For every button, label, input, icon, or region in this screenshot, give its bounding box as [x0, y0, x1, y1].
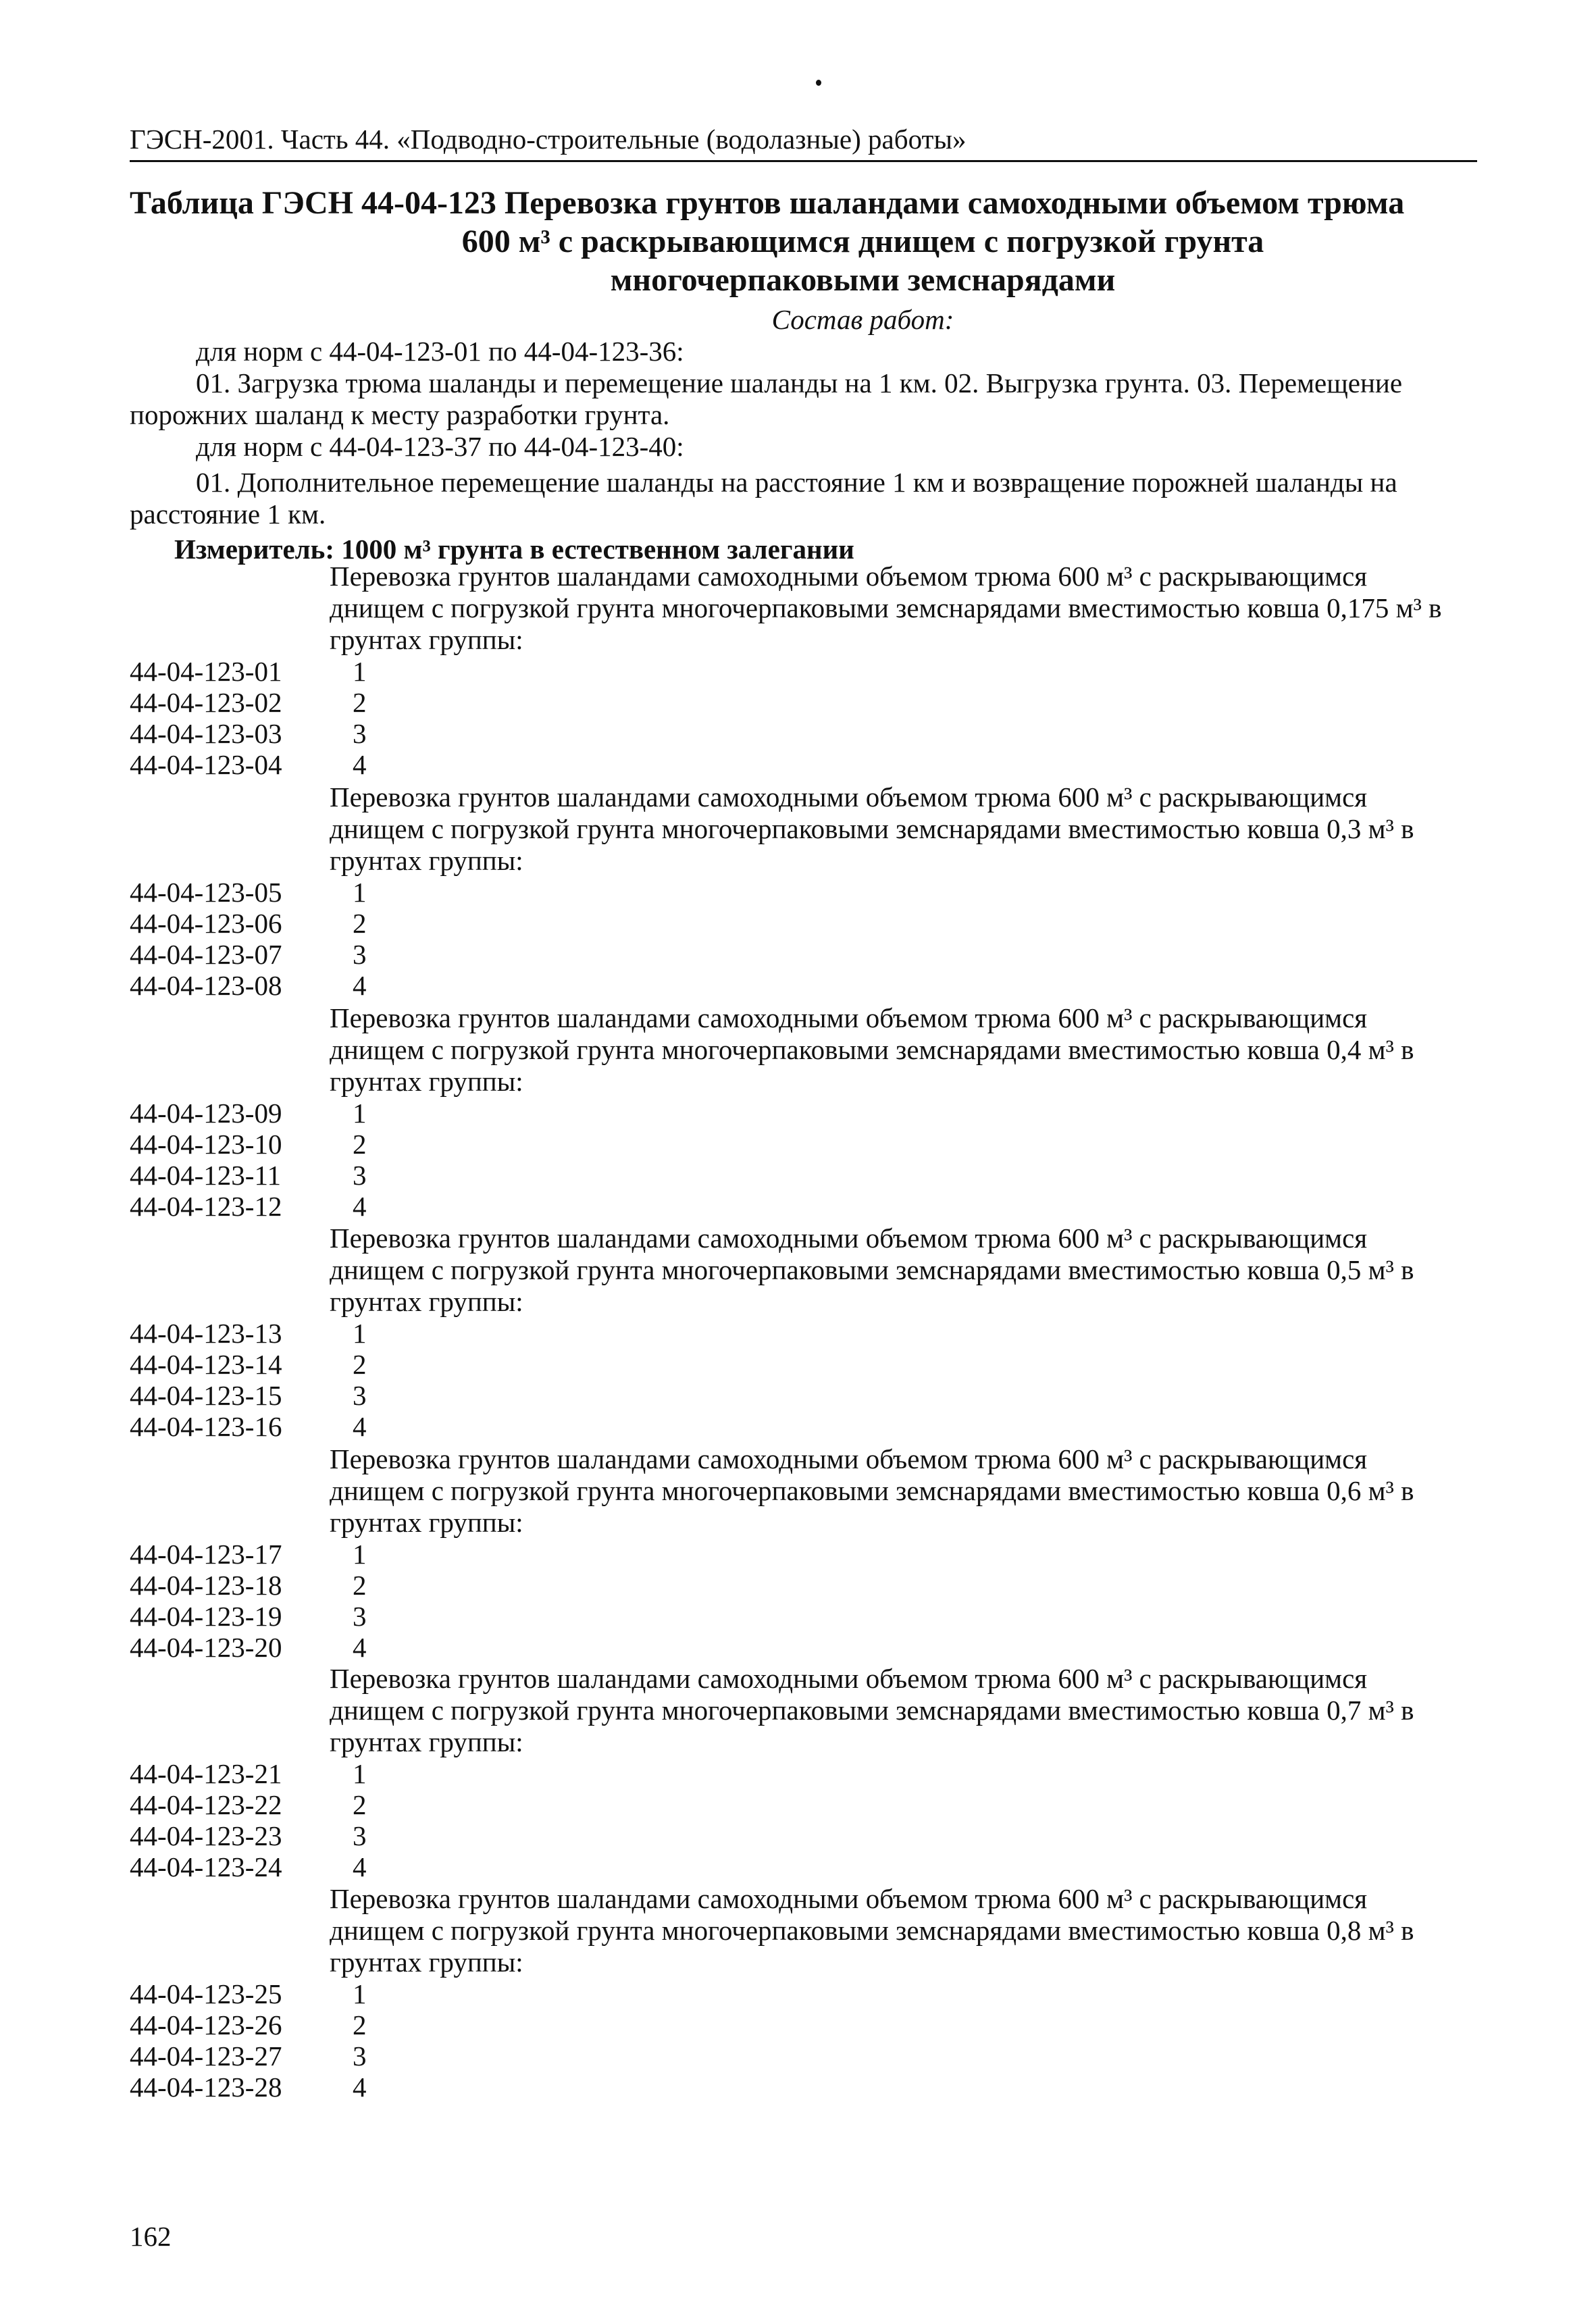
work-composition-label: Состав работ: — [771, 304, 954, 335]
norm-row — [0, 1411, 1596, 1442]
norm-code: 44-04-123-01 — [130, 656, 282, 687]
soil-group-number: 2 — [353, 687, 367, 718]
norm-code: 44-04-123-17 — [130, 1539, 282, 1570]
soil-group-number: 3 — [353, 718, 367, 749]
soil-group-number: 4 — [353, 1411, 367, 1442]
soil-group-number: 3 — [353, 939, 367, 970]
norm-row — [0, 749, 1596, 780]
soil-group-number: 3 — [353, 2040, 367, 2072]
norm-group-description — [330, 1223, 1478, 1318]
soil-group-number: 3 — [353, 1380, 367, 1411]
norm-group-description — [330, 561, 1478, 656]
soil-group-number: 2 — [353, 2009, 367, 2040]
norm-row — [0, 687, 1596, 718]
norm-row — [0, 1978, 1596, 2009]
norm-code: 44-04-123-15 — [130, 1380, 282, 1411]
norm-code: 44-04-123-10 — [130, 1129, 282, 1160]
norm-group-description — [330, 1883, 1478, 1978]
norm-code: 44-04-123-24 — [130, 1851, 282, 1882]
norm-group-description-line: днищем с погрузкой грунта многочерпаковыми земснарядами вместимостью ковша 0,175 м³ в — [330, 592, 1442, 623]
norm-group-description-line: днищем с погрузкой грунта многочерпаковыми земснарядами вместимостью ковша 0,4 м³ в — [330, 1034, 1414, 1065]
norm-code: 44-04-123-12 — [130, 1191, 282, 1222]
norm-code: 44-04-123-19 — [130, 1601, 282, 1632]
norm-group-description — [330, 1002, 1478, 1098]
soil-group-number: 4 — [353, 1851, 367, 1882]
norm-code: 44-04-123-02 — [130, 687, 282, 718]
norm-group-description-line: Перевозка грунтов шаландами самоходными объемом трюма 600 м³ с раскрывающимся — [330, 1002, 1368, 1033]
soil-group-number: 1 — [353, 1758, 367, 1789]
soil-group-number: 2 — [353, 908, 367, 939]
norm-row — [0, 1758, 1596, 1789]
norm-group-description-line: днищем с погрузкой грунта многочерпаковыми земснарядами вместимостью ковша 0,8 м³ в — [330, 1915, 1414, 1946]
norm-group-description-line: грунтах группы: — [330, 1507, 523, 1538]
table-title-line-2: 600 м³ с раскрывающимся днищем с погрузкой грунта — [461, 224, 1264, 259]
soil-group-number: 1 — [353, 1978, 367, 2009]
work-items-2-line-2: расстояние 1 км. — [130, 498, 326, 530]
soil-group-number: 1 — [353, 1098, 367, 1129]
norm-row — [0, 1380, 1596, 1411]
norm-group-description-line: грунтах группы: — [330, 1286, 523, 1317]
norm-row — [0, 877, 1596, 908]
norm-code: 44-04-123-14 — [130, 1349, 282, 1380]
norm-group-description-line: Перевозка грунтов шаландами самоходными объемом трюма 600 м³ с раскрывающимся — [330, 561, 1368, 592]
norm-code: 44-04-123-06 — [130, 908, 282, 939]
norm-row — [0, 2040, 1596, 2072]
soil-group-number: 1 — [353, 877, 367, 908]
norm-code: 44-04-123-23 — [130, 1820, 282, 1851]
soil-group-number: 3 — [353, 1820, 367, 1851]
norm-code: 44-04-123-08 — [130, 970, 282, 1001]
norm-code: 44-04-123-03 — [130, 718, 282, 749]
norm-row — [0, 1098, 1596, 1129]
soil-group-number: 2 — [353, 1129, 367, 1160]
norm-code: 44-04-123-27 — [130, 2040, 282, 2072]
norm-code: 44-04-123-05 — [130, 877, 282, 908]
norm-group-description-line: днищем с погрузкой грунта многочерпаковыми земснарядами вместимостью ковша 0,7 м³ в — [330, 1695, 1414, 1726]
norm-code: 44-04-123-22 — [130, 1789, 282, 1820]
norm-row — [0, 1789, 1596, 1820]
norm-group-description-line: днищем с погрузкой грунта многочерпаковыми земснарядами вместимостью ковша 0,3 м³ в — [330, 813, 1414, 844]
norm-group-description-line: грунтах группы: — [330, 624, 523, 655]
soil-group-number: 2 — [353, 1570, 367, 1601]
page-number: 162 — [130, 2221, 172, 2252]
scan-speck — [816, 80, 821, 86]
norm-group-description — [330, 1663, 1478, 1758]
soil-group-number: 1 — [353, 1318, 367, 1349]
norm-group-description-line: грунтах группы: — [330, 1066, 523, 1097]
norm-range-2: для норм с 44-04-123-37 по 44-04-123-40: — [196, 431, 684, 462]
norm-row — [0, 2072, 1596, 2103]
work-items-1-line-1: 01. Загрузка трюма шаланды и перемещение шаланды на 1 км. 02. Выгрузка грунта. 03. Перемещение — [196, 367, 1403, 398]
norm-row — [0, 1160, 1596, 1191]
soil-group-number: 2 — [353, 1349, 367, 1380]
soil-group-number: 1 — [353, 1539, 367, 1570]
norm-range-1: для норм с 44-04-123-01 по 44-04-123-36: — [196, 336, 684, 367]
norm-row — [0, 1601, 1596, 1632]
norm-row — [0, 908, 1596, 939]
norm-row — [0, 1539, 1596, 1570]
norm-group-description-line: днищем с погрузкой грунта многочерпаковыми земснарядами вместимостью ковша 0,5 м³ в — [330, 1254, 1414, 1285]
norm-row — [0, 939, 1596, 970]
soil-group-number: 4 — [353, 1632, 367, 1663]
norm-code: 44-04-123-18 — [130, 1570, 282, 1601]
norm-group-description — [330, 1443, 1478, 1539]
table-title-line-3: многочерпаковыми земснарядами — [610, 262, 1116, 298]
norm-row — [0, 1318, 1596, 1349]
soil-group-number: 2 — [353, 1789, 367, 1820]
norm-row — [0, 1129, 1596, 1160]
soil-group-number: 3 — [353, 1601, 367, 1632]
norm-row — [0, 1191, 1596, 1222]
norm-row — [0, 1820, 1596, 1851]
norm-row — [0, 1570, 1596, 1601]
norm-group-description-line: Перевозка грунтов шаландами самоходными объемом трюма 600 м³ с раскрывающимся — [330, 1883, 1368, 1914]
table-title-line-1: Таблица ГЭСН 44-04-123 Перевозка грунтов шаландами самоходными объемом трюма — [130, 185, 1405, 221]
measurement-unit: Измеритель: 1000 м³ грунта в естественном залегании — [174, 534, 854, 565]
norm-code: 44-04-123-20 — [130, 1632, 282, 1663]
norm-code: 44-04-123-07 — [130, 939, 282, 970]
norm-code: 44-04-123-09 — [130, 1098, 282, 1129]
norm-group-description-line: Перевозка грунтов шаландами самоходными объемом трюма 600 м³ с раскрывающимся — [330, 1663, 1368, 1694]
soil-group-number: 3 — [353, 1160, 367, 1191]
norm-code: 44-04-123-13 — [130, 1318, 282, 1349]
norm-code: 44-04-123-16 — [130, 1411, 282, 1442]
norm-code: 44-04-123-28 — [130, 2072, 282, 2103]
norm-group-description-line: Перевозка грунтов шаландами самоходными объемом трюма 600 м³ с раскрывающимся — [330, 1223, 1368, 1254]
soil-group-number: 4 — [353, 1191, 367, 1222]
running-header: ГЭСН-2001. Часть 44. «Подводно-строительные (водолазные) работы» — [130, 124, 1477, 162]
norm-group-description-line: днищем с погрузкой грунта многочерпаковыми земснарядами вместимостью ковша 0,6 м³ в — [330, 1475, 1414, 1506]
norm-code: 44-04-123-21 — [130, 1758, 282, 1789]
norm-row — [0, 1349, 1596, 1380]
norm-group-description-line: Перевозка грунтов шаландами самоходными объемом трюма 600 м³ с раскрывающимся — [330, 781, 1368, 813]
norm-row — [0, 970, 1596, 1001]
soil-group-number: 4 — [353, 749, 367, 780]
norm-code: 44-04-123-11 — [130, 1160, 281, 1191]
norm-code: 44-04-123-25 — [130, 1978, 282, 2009]
norm-row — [0, 1851, 1596, 1882]
norm-code: 44-04-123-26 — [130, 2009, 282, 2040]
soil-group-number: 4 — [353, 970, 367, 1001]
norm-group-description-line: Перевозка грунтов шаландами самоходными объемом трюма 600 м³ с раскрывающимся — [330, 1443, 1368, 1474]
norm-group-description-line: грунтах группы: — [330, 1726, 523, 1757]
norm-row — [0, 656, 1596, 687]
work-items-2-line-1: 01. Дополнительное перемещение шаланды на расстояние 1 км и возвращение порожней шаланды на — [196, 467, 1397, 498]
norm-row — [0, 2009, 1596, 2040]
norm-group-description — [330, 781, 1478, 877]
norm-group-description-line: грунтах группы: — [330, 845, 523, 876]
work-items-1-line-2: порожних шаланд к месту разработки грунта. — [130, 399, 670, 430]
norm-group-description-line: грунтах группы: — [330, 1947, 523, 1978]
soil-group-number: 4 — [353, 2072, 367, 2103]
norm-row — [0, 1632, 1596, 1663]
soil-group-number: 1 — [353, 656, 367, 687]
norm-row — [0, 718, 1596, 749]
norm-code: 44-04-123-04 — [130, 749, 282, 780]
